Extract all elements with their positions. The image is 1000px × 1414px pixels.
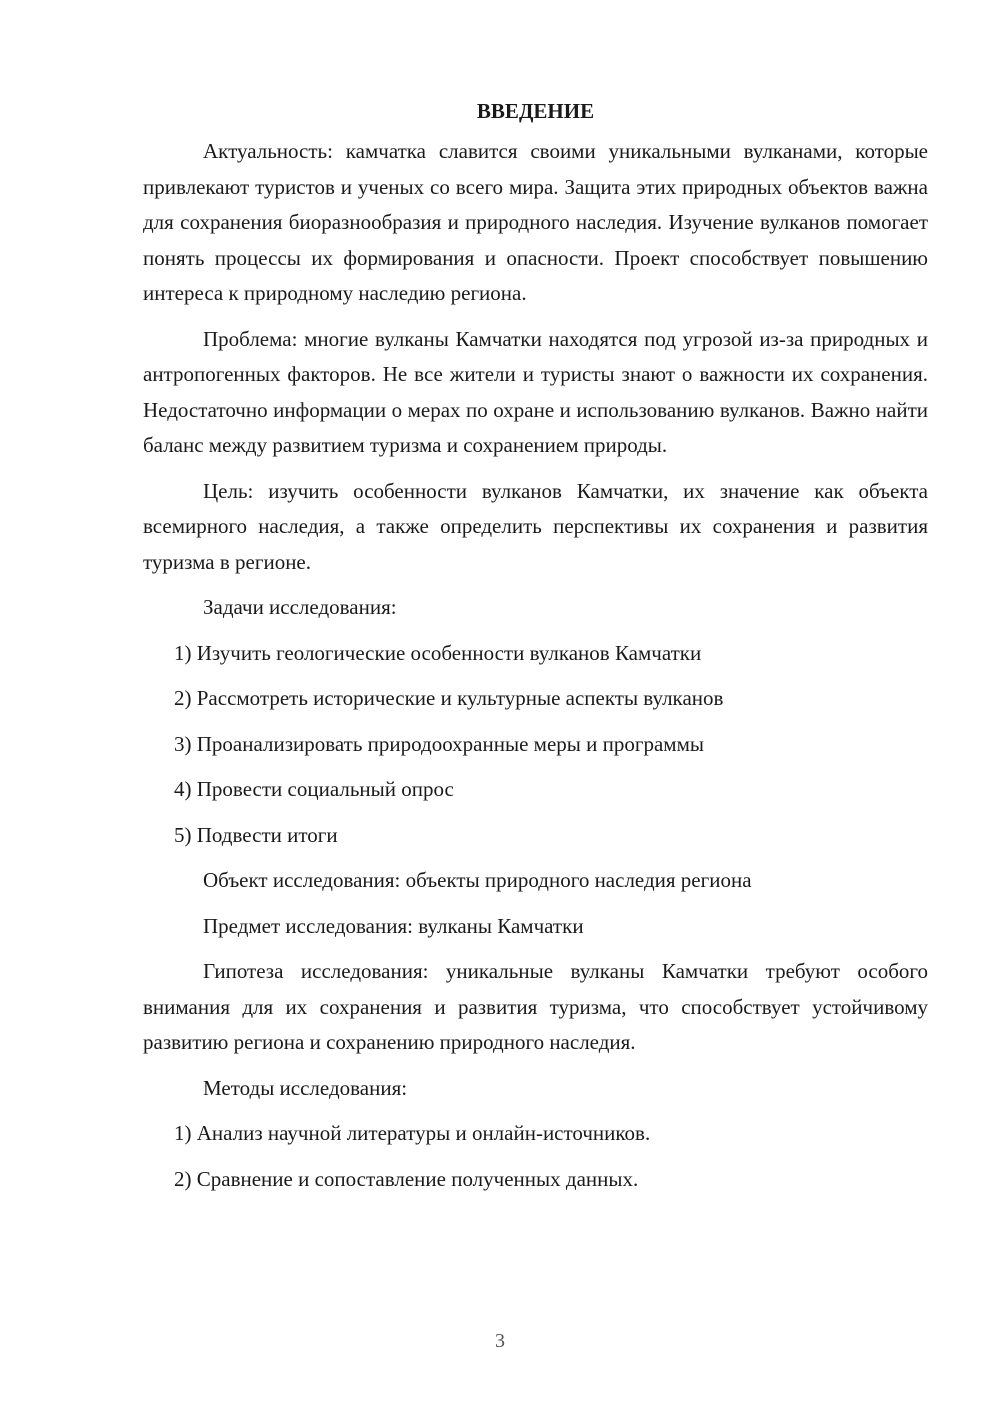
problem-paragraph: Проблема: многие вулканы Камчатки находятся под угрозой из-за природных и антропогенных факторов. Не все жители и туристы знают о важности их сохранения. Недостаточно информации о мерах по охране и использованию вулканов. Важно найти баланс между развитием туризма и сохранением природы.: [143, 326, 928, 457]
document-page: [143, 96, 928, 1207]
task-item: 5) Подвести итоги: [174, 822, 338, 847]
task-item: 4) Провести социальный опрос: [174, 777, 454, 801]
task-item: 1) Изучить геологические особенности вулканов Камчатки: [174, 640, 702, 665]
relevance-paragraph: Актуальность: камчатка славится своими уникальными вулканами, которые привлекают туристов и ученых со всего мира. Защита этих природных объектов важна для сохранения биоразнообразия и природного наследия. Изучение вулканов помогает понять процессы их формирования и опасности. Проект способствует повышению интереса к природному наследию региона.: [143, 139, 928, 305]
object-line: Объект исследования: объекты природного наследия региона: [203, 868, 752, 892]
page-title: ВВЕДЕНИЕ: [476, 99, 595, 123]
subject-line: Предмет исследования: вулканы Камчатки: [203, 913, 584, 938]
method-item: 2) Сравнение и сопоставление полученных данных.: [174, 1166, 639, 1191]
goal-paragraph: Цель: изучить особенности вулканов Камчатки, их значение как объекта всемирного наследия, а также определить перспективы их сохранения и развития туризма в регионе.: [143, 478, 928, 574]
tasks-heading: Задачи исследования:: [203, 595, 397, 619]
task-item: 2) Рассмотреть исторические и культурные аспекты вулканов: [174, 686, 724, 710]
page-number: 3: [495, 1330, 505, 1352]
methods-heading: Методы исследования:: [203, 1075, 408, 1100]
hypothesis-paragraph: Гипотеза исследования: уникальные вулканы Камчатки требуют особого внимания для их сохранения и развития туризма, что способствует устойчивому развитию региона и сохранению природного наследия.: [143, 959, 928, 1054]
task-item: 3) Проанализировать природоохранные меры и программы: [174, 731, 704, 756]
method-item: 1) Анализ научной литературы и онлайн-источников.: [174, 1121, 651, 1145]
